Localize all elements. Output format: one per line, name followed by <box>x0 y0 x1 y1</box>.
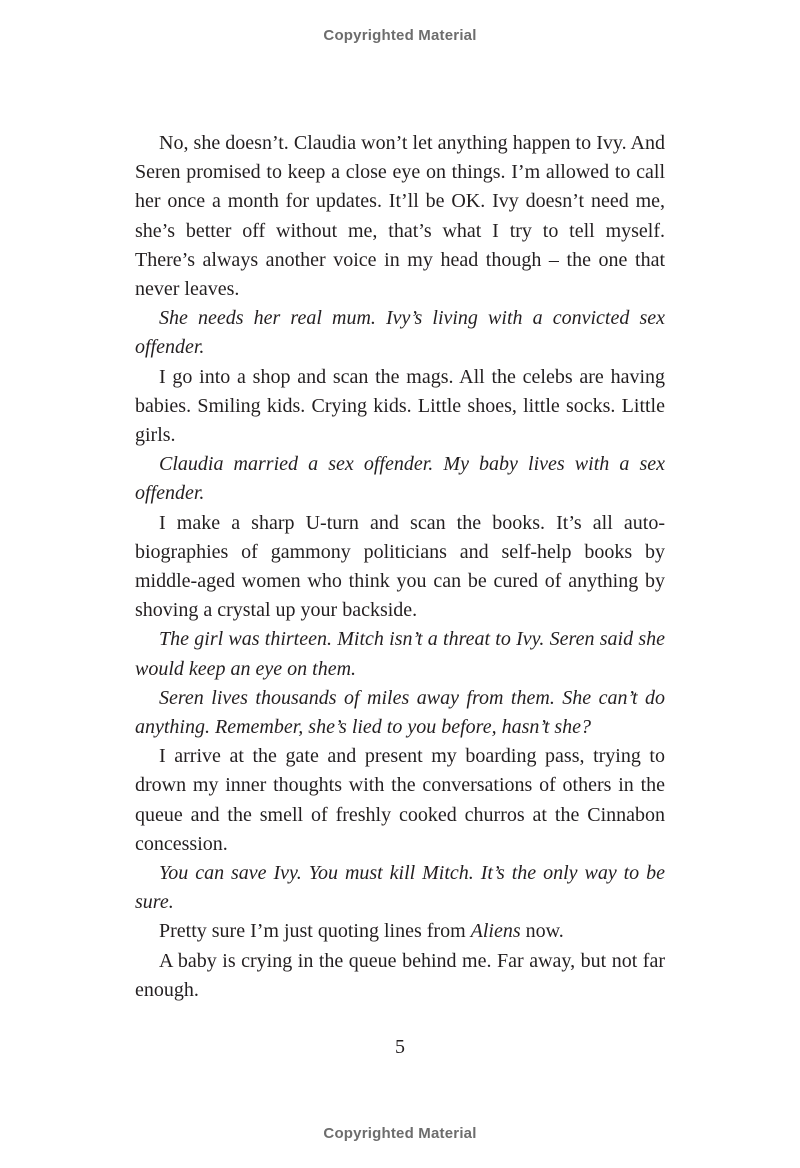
paragraph-text-before: Pretty sure I’m just quoting lines from <box>159 920 471 943</box>
italic-paragraph: Seren lives thousands of miles away from them. She can’t do anything. Remember, she’s lied to you before, hasn’t she? <box>135 686 665 739</box>
copyright-watermark-bottom: Copyrighted Material <box>323 1125 477 1142</box>
paragraph: I go into a shop and scan the mags. All the celebs are having babies. Smiling kids. Crying kids. Little shoes, little socks. Little girls. <box>135 365 665 447</box>
paragraph-text-after: now. <box>520 920 564 943</box>
page-number: 5 <box>395 1036 405 1058</box>
italic-paragraph: She needs her real mum. Ivy’s living with a convicted sex offender. <box>135 307 665 359</box>
paragraph: I make a sharp U-turn and scan the books. It’s all autobiographies of gammony politicians and self-help books by middle-aged women who think you can be cured of anything by shoving a crystal up your backside. <box>135 511 665 622</box>
paragraph: A baby is crying in the queue behind me. Far away, but not far enough. <box>135 949 665 1001</box>
italic-paragraph: The girl was thirteen. Mitch isn’t a threat to Ivy. Seren said she would keep an eye on them. <box>135 628 665 680</box>
paragraph: I arrive at the gate and present my boarding pass, trying to drown my inner thoughts with the conversations of others in the queue and the smell of freshly cooked churros at the Cinnabon concession. <box>135 745 665 855</box>
copyright-watermark-top: Copyrighted Material <box>323 27 477 44</box>
paragraph-with-title <box>135 917 665 946</box>
film-title: Aliens <box>470 920 521 943</box>
italic-paragraph: Claudia married a sex offender. My baby lives with a sex offender. <box>135 453 665 505</box>
italic-paragraph: You can save Ivy. You must kill Mitch. It’s the only way to be sure. <box>135 862 665 914</box>
page-body <box>135 129 665 1005</box>
paragraph: No, she doesn’t. Claudia won’t let anything happen to Ivy. And Seren promised to keep a close eye on things. I’m allowed to call her once a month for updates. It’ll be OK. Ivy doesn’t need me, she’s better off without me, that’s what I try to tell myself. There’s always another voice in my head though – the one that never leaves. <box>135 132 665 301</box>
